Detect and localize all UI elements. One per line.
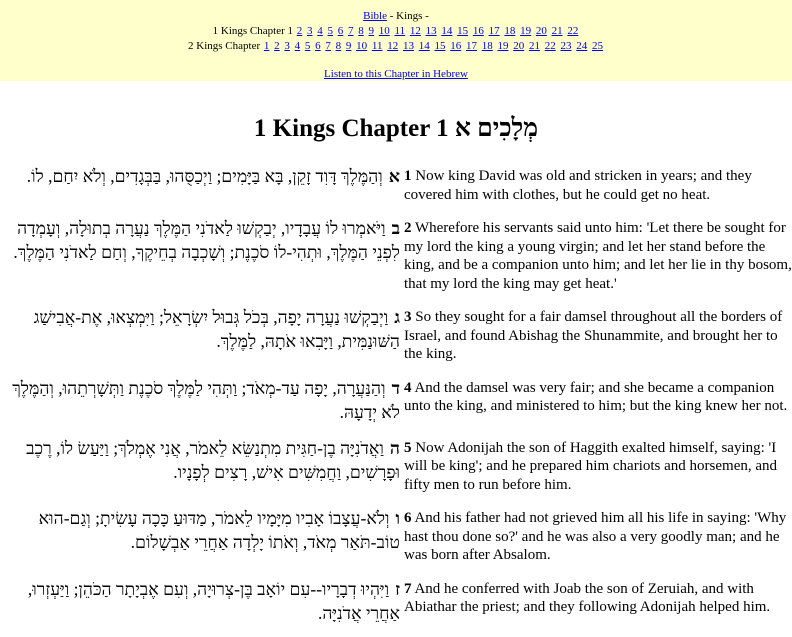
english-verse [400,305,792,376]
first-kings-chapter-link-5[interactable]: 5 [327,25,333,37]
second-kings-chapter-link-18[interactable]: 18 [481,40,493,52]
second-kings-chapter-link-12[interactable]: 12 [387,40,399,52]
second-kings-chapter-link-24[interactable]: 24 [576,40,588,52]
first-kings-chapter-link-16[interactable]: 16 [472,25,484,37]
first-kings-link-list [296,25,580,37]
hebrew-verse-text: וַיֹּאמְרוּ לוֹ עֲבָדָיו, יְבַקְשׁוּ לַאדֹנִי הַמֶּלֶךְ נַעֲרָה בְתוּלָה, וְעָמְדָה לִפְנֵי הַמֶּלֶךְ, וּתְהִי-לוֹ סֹכֶנֶת; וְשָׁכְבָה בְחֵיקֶךָ, וְחַם לַאדֹנִי הַמֶּלֶךְ. [13,218,400,262]
first-kings-chapter-links [0,24,792,39]
hebrew-verse-text: וְהַנַּעֲרָה, יָפָה עַד-מְאֹד; וַתְּהִי לַמֶּלֶךְ סֹכֶנֶת וַתְּשָׁרְתֵהוּ, וְהַמֶּלֶךְ לֹא יְדָעָהּ. [12,377,400,422]
hebrew-verse-number: ג [394,307,400,327]
english-verse-text: And he conferred with Joab the son of Zeruiah, and with Abiathar the priest; and they following Adonijah helped him. [404,580,771,615]
first-kings-chapter-link-17[interactable]: 17 [488,25,500,37]
second-kings-link-list [263,40,604,52]
english-verse [400,577,792,637]
breadcrumb-kings: - Kings - [386,10,429,22]
verse-row [0,506,792,577]
second-kings-chapter-link-10[interactable]: 10 [356,40,368,52]
hebrew-verse [0,216,400,305]
second-kings-chapter-link-11[interactable]: 11 [371,40,383,52]
first-kings-chapter-link-19[interactable]: 19 [520,25,532,37]
second-kings-chapter-link-9[interactable]: 9 [345,40,352,52]
breadcrumb [0,9,792,24]
english-verse-text: And his father had not grieved him all his life in saying: 'Why hast thou done so?' and he was also a very goodly man; and he was born after Absalom. [404,510,787,563]
english-verse [400,216,792,305]
hebrew-verse-text: וְהַמֶּלֶךְ דָּוִד זָקֵן, בָּא בַּיָּמִים; וַיְכַסֻּהוּ, בַּבְּגָדִים, וְלֹא יִחַם, לוֹ. [26,166,383,186]
english-verse [400,506,792,577]
hebrew-verse-number: ז [395,578,400,599]
verse-row [0,376,792,436]
first-kings-chapter-link-11[interactable]: 11 [394,25,406,37]
hebrew-verse [0,305,400,376]
first-kings-chapter-link-22[interactable]: 22 [567,25,579,37]
hebrew-verse-text: וַיִּהְיוּ דְבָרָיו--עִם יוֹאָב בֶּן-צְרוּיָה, וְעִם אֶבְיָתָר הַכֹּהֵן; וַיַּעְזְרוּ, אַחֲרֵי אֲדֹנִיָּה. [27,578,400,623]
second-kings-chapter-link-25[interactable]: 25 [591,40,603,52]
second-kings-chapter-link-15[interactable]: 15 [434,40,446,52]
first-kings-chapter-link-2[interactable]: 2 [296,25,303,37]
hebrew-verse-number: ד [391,377,400,398]
english-verse-number: 4 [404,379,412,396]
hebrew-verse [0,436,400,507]
second-kings-chapter-link-8[interactable]: 8 [335,40,342,52]
chapter-navigation [0,0,792,81]
hebrew-verse [0,506,400,577]
hebrew-verse-text: וַאֲדֹנִיָּה בֶן-חַגִּית מִתְנַשֵּׂא לֵאמֹר, אֲנִי אֶמְלֹךְ; וַיַּעַשׂ לוֹ, רֶכֶב וּפָרָשִׁים, וַחֲמִשִּׁים אִישׁ, רָצִים לְפָנָיו. [26,437,400,482]
second-kings-chapter-link-17[interactable]: 17 [465,40,477,52]
english-verse-text: Wherefore his servants said unto him: 'Let there be sought for my lord the king a young virgin; and let her stand before the king, and be a companion unto him; and let her lie in thy bosom, that my lord the king may get heat.' [404,220,792,292]
second-kings-chapter-link-3[interactable]: 3 [284,40,290,52]
page-title [0,114,792,144]
second-kings-chapter-link-19[interactable]: 19 [497,40,509,52]
second-kings-chapter-link-13[interactable]: 13 [402,40,414,52]
first-kings-chapter-link-3[interactable]: 3 [307,25,313,37]
hebrew-verse-number: א [388,166,400,186]
first-kings-chapter-link-18[interactable]: 18 [504,25,516,37]
second-kings-chapter-link-22[interactable]: 22 [544,40,556,52]
first-kings-chapter-link-8[interactable]: 8 [358,25,364,37]
first-kings-chapter-link-4[interactable]: 4 [317,25,323,37]
second-kings-label: 2 Kings Chapter [188,40,261,52]
english-verse-number: 2 [404,220,412,236]
english-verse-text: So they sought for a fair damsel throughout all the borders of Israel, and found Abishag the Shunammite, and brought her to the king. [404,309,783,362]
second-kings-chapter-link-21[interactable]: 21 [528,40,540,52]
english-verse [400,376,792,436]
verse-row [0,216,792,305]
english-verse [400,164,792,216]
first-kings-chapter-link-9[interactable]: 9 [368,25,374,37]
verse-row [0,305,792,376]
hebrew-verse-text: וַיְבַקְשׁוּ נַעֲרָה יָפָה, בְּכֹל גְּבוּל יִשְׂרָאֵל; וַיִּמְצְאוּ, אֶת-אֲבִישַׁג הַשּׁוּנַמִּית, וַיָּבִאוּ אֹתָהּ, לַמֶּלֶךְ. [33,307,400,351]
first-kings-chapter-link-13[interactable]: 13 [425,25,437,37]
listen-audio-link[interactable]: Listen to this Chapter in Hebrew [324,68,468,80]
english-verse-text: And the damsel was very fair; and she became a companion unto the king, and ministered to him; but the king knew her not. [404,379,788,414]
page-title-english: 1 Kings Chapter 1 [253,115,449,142]
english-verse-number: 1 [404,168,412,184]
second-kings-chapter-link-16[interactable]: 16 [450,40,462,52]
english-verse-text: Now Adonijah the son of Haggith exalted himself, saying: 'I will be king'; and he prepared him chariots and horsemen, and fifty men to run before him. [404,439,778,493]
hebrew-verse-number: ו [395,508,400,528]
verse-row [0,436,792,507]
hebrew-verse [0,577,400,637]
first-kings-chapter-link-14[interactable]: 14 [441,25,453,37]
english-verse-number: 5 [404,439,412,456]
verse-row [0,577,792,637]
english-verse-number: 6 [404,510,412,526]
english-verse-number: 3 [404,309,412,325]
verse-row [0,164,792,216]
english-verse-number: 7 [404,580,412,597]
first-kings-chapter-link-15[interactable]: 15 [457,25,469,37]
second-kings-chapter-link-14[interactable]: 14 [418,40,430,52]
first-kings-chapter-link-12[interactable]: 12 [409,25,421,37]
english-verse-text: Now king David was old and stricken in years; and they covered him with clothes, but he could get no heat. [404,168,752,203]
hebrew-verse-number: ב [391,218,400,238]
second-kings-chapter-link-4[interactable]: 4 [294,40,301,52]
verse-table [0,164,792,637]
page-title-hebrew: מְלָכִים א [454,115,539,142]
bible-link[interactable]: Bible [363,10,387,22]
first-kings-chapter-link-10[interactable]: 10 [378,25,390,37]
first-kings-label: 1 Kings Chapter 1 [212,25,293,37]
hebrew-verse-number: ה [389,437,400,458]
second-kings-chapter-link-6[interactable]: 6 [315,40,321,52]
english-verse [400,436,792,507]
hebrew-verse-text: וְלֹא-עֲצָבוֹ אָבִיו מִיָּמָיו לֵאמֹר, מַדּוּעַ כָּכָה עָשִׂיתָ; וְגַם-הוּא טוֹב-תֹּאַר מְאֹד, וְאֹתוֹ יָלְדָה אַחֲרֵי אַבְשָׁלוֹם. [38,508,400,552]
first-kings-chapter-link-20[interactable]: 20 [535,25,547,37]
first-kings-chapter-link-7[interactable]: 7 [348,25,354,37]
second-kings-chapter-link-20[interactable]: 20 [513,40,525,52]
second-kings-chapter-link-23[interactable]: 23 [560,40,572,52]
first-kings-chapter-link-6[interactable]: 6 [337,25,344,37]
hebrew-verse [0,376,400,436]
first-kings-chapter-link-21[interactable]: 21 [551,25,563,37]
second-kings-chapter-link-7[interactable]: 7 [325,40,331,52]
second-kings-chapter-links [0,39,792,54]
second-kings-chapter-link-2[interactable]: 2 [274,40,280,52]
hebrew-verse [0,164,400,216]
second-kings-chapter-link-1[interactable]: 1 [263,40,270,52]
second-kings-chapter-link-5[interactable]: 5 [304,40,311,52]
